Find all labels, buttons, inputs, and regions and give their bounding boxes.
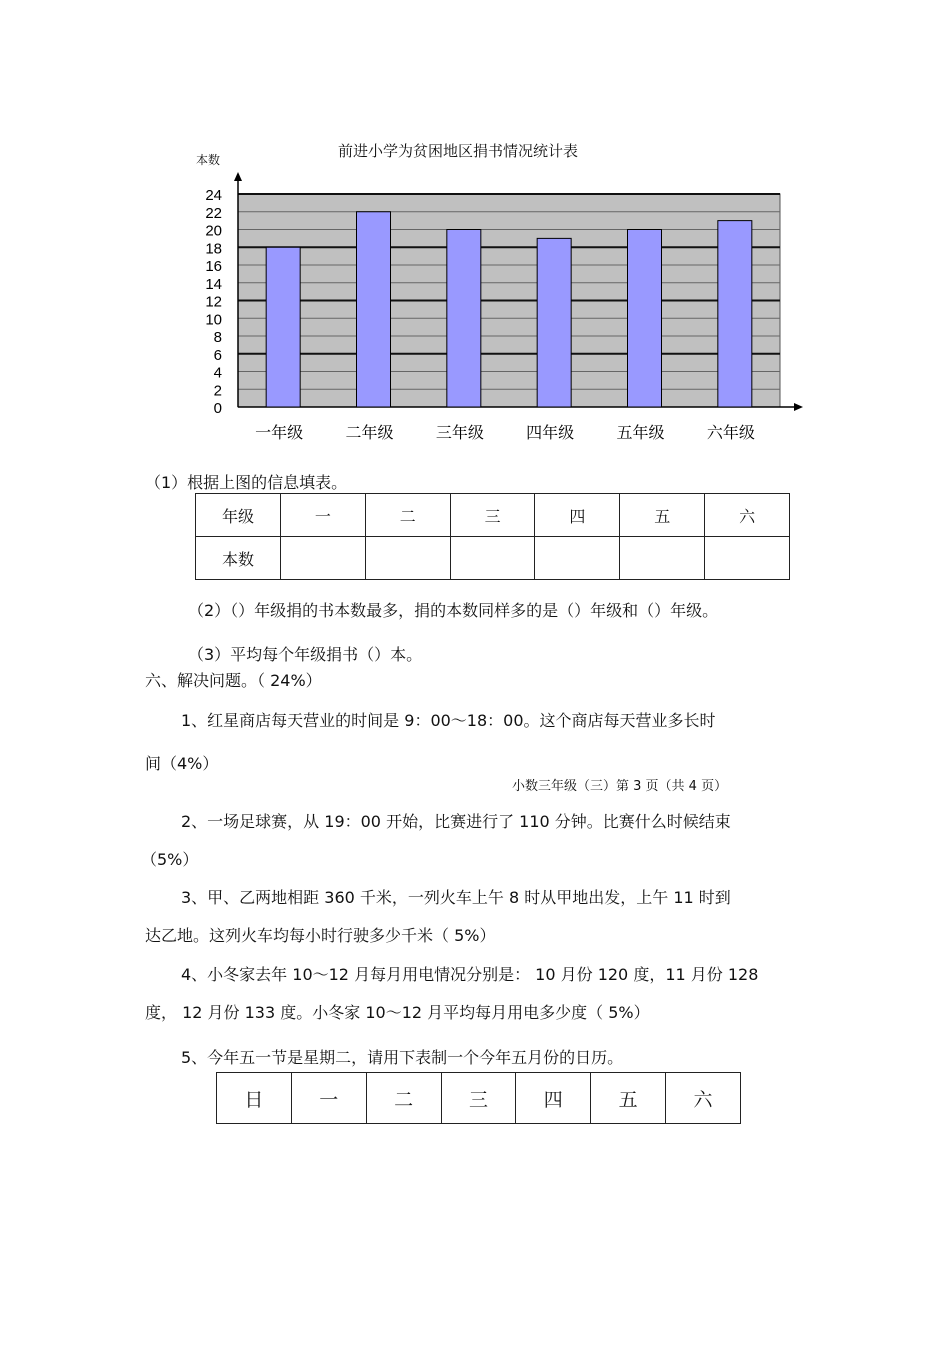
weekday-cell: 一: [291, 1073, 366, 1124]
grade-cell: 二: [365, 494, 450, 537]
weekday-cell: 四: [516, 1073, 591, 1124]
answer-cell: [450, 537, 535, 580]
y-tick-label: 2: [213, 382, 222, 400]
problem-1-line-2: 间（4%）: [145, 754, 219, 773]
problem-4-line-1: 4、小冬家去年 10～12 月每月用电情况分别是： 10 月份 120 度，11 月份 128: [181, 965, 759, 984]
weekday-cell: 日: [217, 1073, 292, 1124]
bar: [357, 212, 391, 407]
grade-cell: 五: [620, 494, 705, 537]
q2-text: （2）（）年级捐的书本数最多，捐的本数同样多的是（）年级和（）年级。: [188, 601, 719, 620]
y-tick-label: 8: [213, 329, 222, 346]
bar: [447, 230, 481, 408]
x-tick-label: 一年级: [255, 423, 304, 442]
table-row: [196, 494, 790, 537]
problem-2-line-1: 2、一场足球赛，从 19：00 开始，比赛进行了 110 分钟。比赛什么时候结束: [181, 812, 731, 831]
chart-title: 前进小学为贫困地区捐书情况统计表: [338, 142, 579, 160]
q3-text: （3）平均每个年级捐书（）本。: [188, 645, 423, 664]
grade-cell: 三: [450, 494, 535, 537]
weekday-cell: 五: [591, 1073, 666, 1124]
grade-cell: 六: [705, 494, 790, 537]
bar: [718, 221, 752, 407]
table-row: [217, 1073, 741, 1124]
y-tick-label: 0: [213, 400, 222, 417]
x-tick-label: 五年级: [616, 423, 665, 442]
x-tick-label: 二年级: [345, 423, 394, 442]
answer-cell: [620, 537, 705, 580]
problem-4-line-2: 度， 12 月份 133 度。小冬家 10～12 月平均每月用电多少度（ 5%）: [145, 1003, 650, 1022]
q1-title: （1）根据上图的信息填表。: [145, 473, 348, 492]
y-tick-label: 12: [205, 293, 222, 311]
y-axis-label: 本数: [196, 153, 221, 167]
answer-cell: [535, 537, 620, 580]
grade-cell: 四: [535, 494, 620, 537]
section-6-heading: 六、解决问题。（ 24%）: [145, 671, 322, 690]
answer-cell: [705, 537, 790, 580]
problem-2-line-2: （5%）: [141, 850, 199, 869]
page-footer: 小数三年级（三）第 3 页（共 4 页）: [512, 779, 728, 794]
bar: [266, 247, 300, 407]
problem-5-text: 5、今年五一节是星期二，请用下表制一个今年五月份的日历。: [181, 1048, 624, 1067]
weekday-cell: 六: [666, 1073, 741, 1124]
y-tick-label: 16: [205, 258, 222, 275]
y-tick-label: 6: [213, 346, 222, 364]
table-row-label: 本数: [196, 537, 281, 580]
y-axis-arrow-icon: [234, 172, 242, 181]
problem-3-line-1: 3、甲、乙两地相距 360 千米，一列火车上午 8 时从甲地出发，上午 11 时到: [181, 888, 731, 907]
bar: [628, 230, 662, 408]
bar-chart: [0, 0, 950, 460]
bar: [537, 238, 571, 407]
x-axis-arrow-icon: [794, 403, 803, 411]
y-tick-label: 24: [205, 187, 222, 204]
answer-cell: [281, 537, 366, 580]
table-header-cell: 年级: [196, 494, 281, 537]
y-tick-label: 10: [205, 311, 222, 329]
y-tick-label: 22: [205, 204, 222, 222]
y-tick-label: 4: [213, 364, 222, 382]
grade-cell: 一: [281, 494, 366, 537]
may-calendar-table: [216, 1072, 741, 1124]
x-tick-label: 六年级: [706, 423, 755, 442]
y-tick-label: 14: [205, 275, 222, 293]
problem-1-line-1: 1、红星商店每天营业的时间是 9：00～18：00。这个商店每天营业多长时: [181, 711, 716, 730]
x-tick-label: 四年级: [526, 423, 575, 442]
problem-3-line-2: 达乙地。这列火车均每小时行驶多少千米（ 5%）: [145, 926, 496, 945]
x-tick-label: 三年级: [435, 423, 484, 442]
table-row: [196, 537, 790, 580]
weekday-cell: 三: [441, 1073, 516, 1124]
weekday-cell: 二: [366, 1073, 441, 1124]
y-tick-label: 20: [205, 222, 222, 240]
answer-cell: [365, 537, 450, 580]
grade-table: [195, 493, 790, 580]
y-tick-label: 18: [205, 240, 222, 258]
